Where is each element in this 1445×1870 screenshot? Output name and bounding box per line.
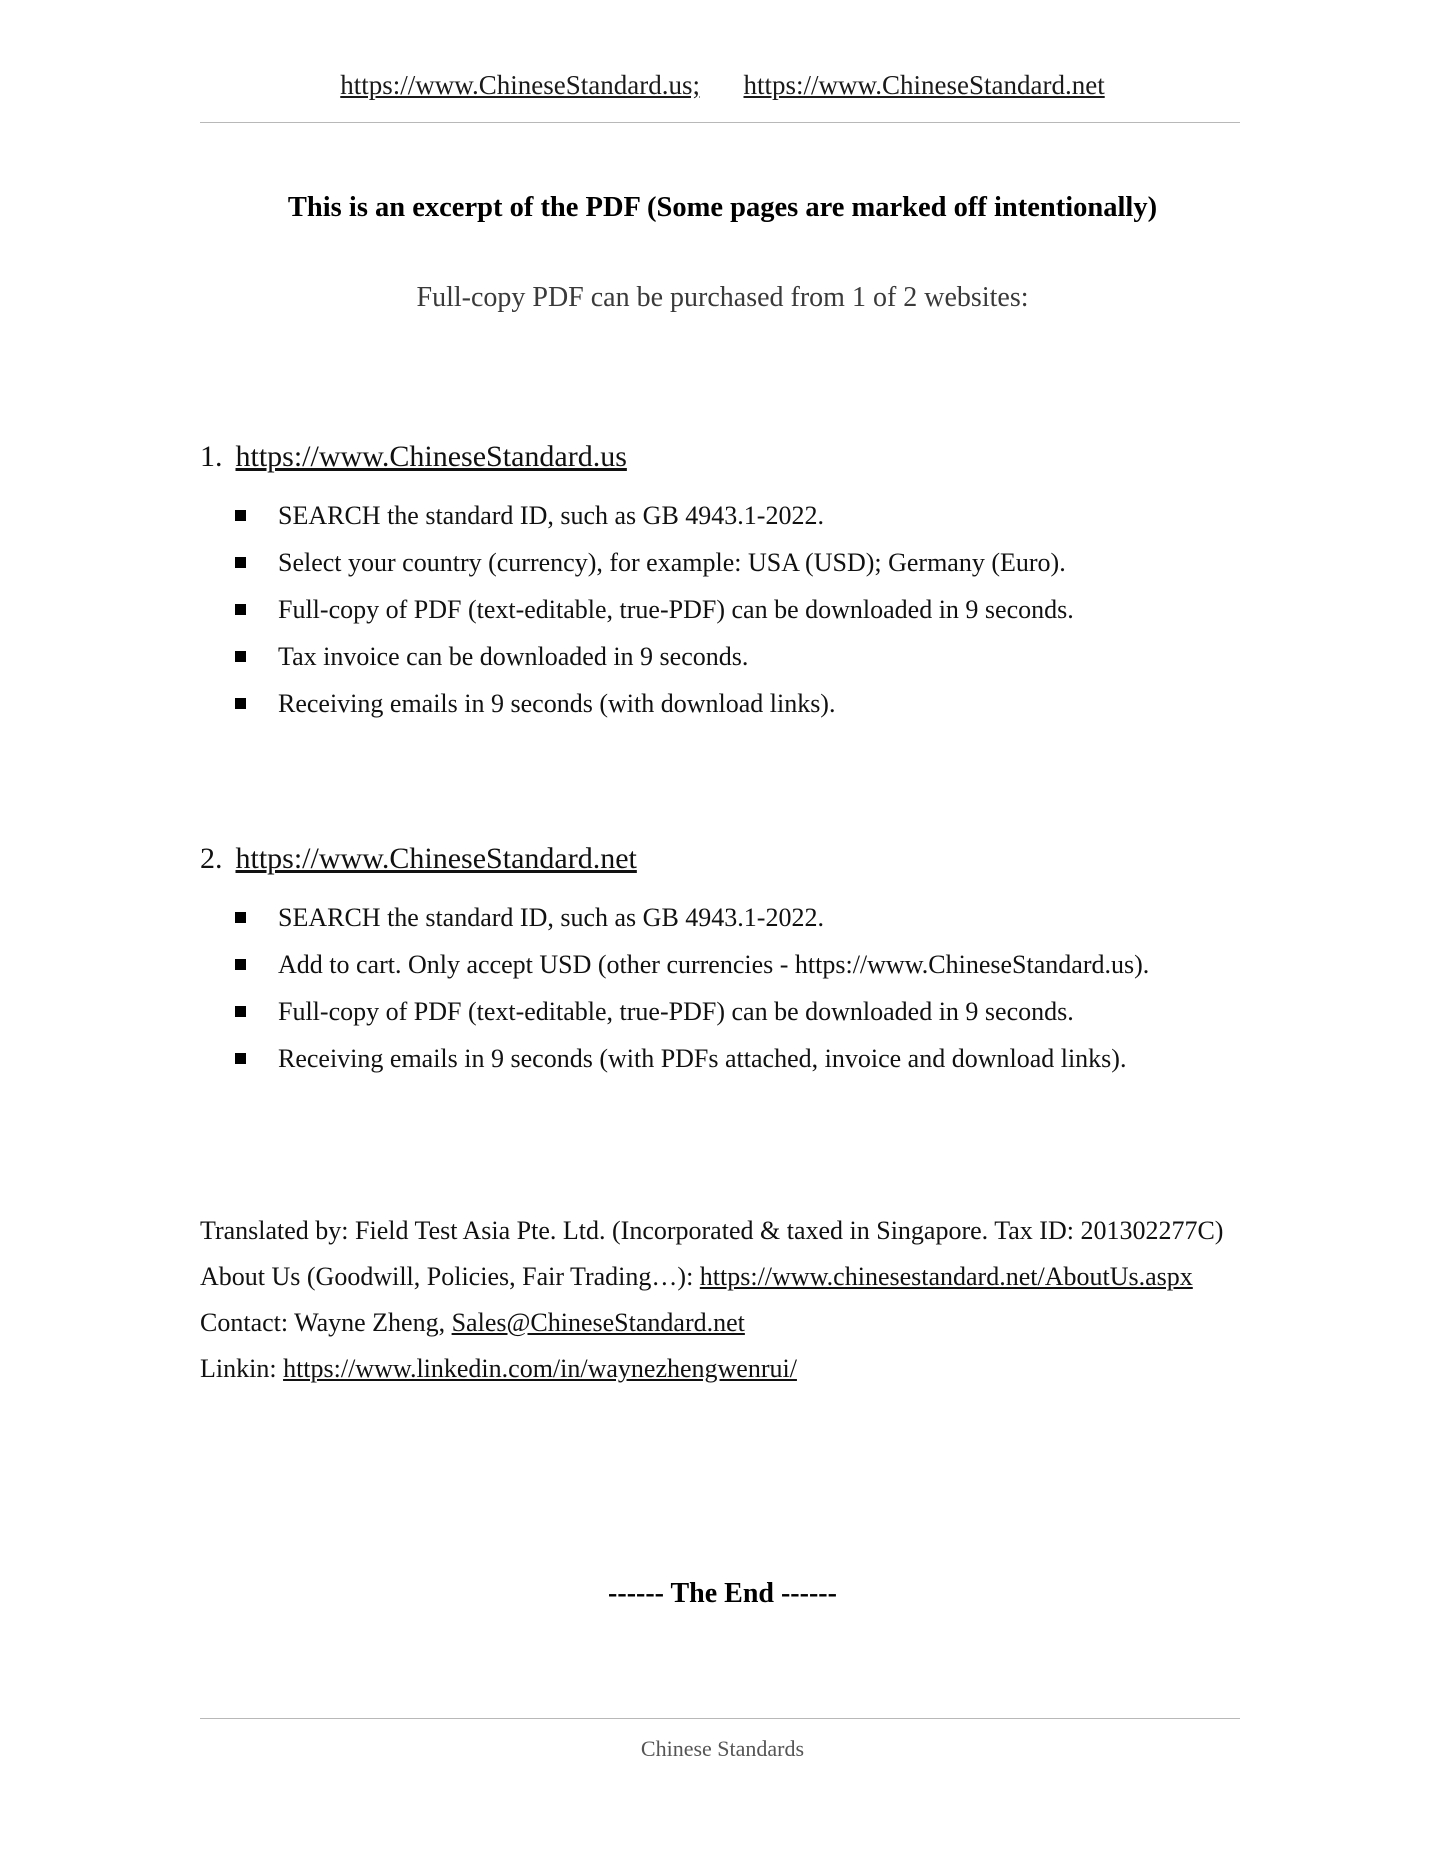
page-title: This is an excerpt of the PDF (Some pages are marked off intentionally) [287, 192, 1158, 223]
site-1-number: 1. [200, 440, 223, 473]
site-1-heading [200, 440, 1300, 474]
site-2-bullet-list [200, 894, 1300, 1082]
contact-email-link[interactable]: Sales@ChineseStandard.net [451, 1308, 745, 1337]
list-item [200, 586, 1300, 633]
contact-label: Contact: Wayne Zheng, [200, 1308, 452, 1337]
header-link-net[interactable]: https://www.ChineseStandard.net [743, 70, 1105, 100]
site-2-heading [200, 842, 1300, 876]
page-subtitle: Full-copy PDF can be purchased from 1 of 2 websites: [416, 282, 1029, 313]
square-bullet-icon [235, 510, 246, 521]
linkin-label: Linkin: [200, 1354, 284, 1383]
square-bullet-icon [235, 1053, 246, 1064]
site-2-url[interactable]: https://www.ChineseStandard.net [235, 842, 637, 875]
square-bullet-icon [235, 1006, 246, 1017]
about-us-line [200, 1254, 1320, 1300]
list-item [200, 539, 1300, 586]
list-item [200, 633, 1300, 680]
contact-line [200, 1300, 1320, 1346]
header-divider [200, 122, 1240, 123]
list-item [200, 941, 1300, 988]
list-item-text: Receiving emails in 9 seconds (with PDFs attached, invoice and download links). [278, 1044, 1127, 1073]
site-1-bullet-list [200, 492, 1300, 727]
the-end-marker: ------ The End ------ [608, 1578, 837, 1609]
list-item [200, 988, 1300, 1035]
header-links [0, 70, 1445, 101]
footer-note: Chinese Standards [640, 1736, 805, 1761]
list-item-text: Tax invoice can be downloaded in 9 seconds. [278, 642, 749, 671]
square-bullet-icon [235, 959, 246, 970]
list-item-text: SEARCH the standard ID, such as GB 4943.1-2022. [278, 903, 824, 932]
list-item [200, 680, 1300, 727]
linkin-line [200, 1346, 1320, 1392]
about-us-label: About Us (Goodwill, Policies, Fair Trading…): [200, 1262, 700, 1291]
square-bullet-icon [235, 604, 246, 615]
footer-info [200, 1208, 1320, 1392]
square-bullet-icon [235, 651, 246, 662]
site-block-1 [200, 440, 1300, 727]
square-bullet-icon [235, 557, 246, 568]
list-item-text: Add to cart. Only accept USD (other currencies - https://www.ChineseStandard.us). [278, 950, 1150, 979]
site-block-2 [200, 842, 1300, 1082]
footer-divider [200, 1718, 1240, 1719]
list-item-text: Receiving emails in 9 seconds (with download links). [278, 689, 836, 718]
list-item [200, 894, 1300, 941]
header-link-us[interactable]: https://www.ChineseStandard.us; [340, 70, 700, 100]
list-item-text: SEARCH the standard ID, such as GB 4943.1-2022. [278, 501, 824, 530]
translated-by-line: Translated by: Field Test Asia Pte. Ltd. (Incorporated & taxed in Singapore. Tax ID: 201302277C) [200, 1216, 1224, 1245]
list-item-text: Full-copy of PDF (text-editable, true-PDF) can be downloaded in 9 seconds. [278, 595, 1074, 624]
square-bullet-icon [235, 912, 246, 923]
list-item-text: Full-copy of PDF (text-editable, true-PDF) can be downloaded in 9 seconds. [278, 997, 1074, 1026]
site-2-number: 2. [200, 842, 223, 875]
square-bullet-icon [235, 698, 246, 709]
list-item [200, 1035, 1300, 1082]
about-us-link[interactable]: https://www.chinesestandard.net/AboutUs.aspx [699, 1262, 1193, 1291]
list-item-text: Select your country (currency), for example: USA (USD); Germany (Euro). [278, 548, 1066, 577]
list-item [200, 492, 1300, 539]
linkin-link[interactable]: https://www.linkedin.com/in/waynezhengwenrui/ [283, 1354, 797, 1383]
site-1-url[interactable]: https://www.ChineseStandard.us [235, 440, 627, 473]
